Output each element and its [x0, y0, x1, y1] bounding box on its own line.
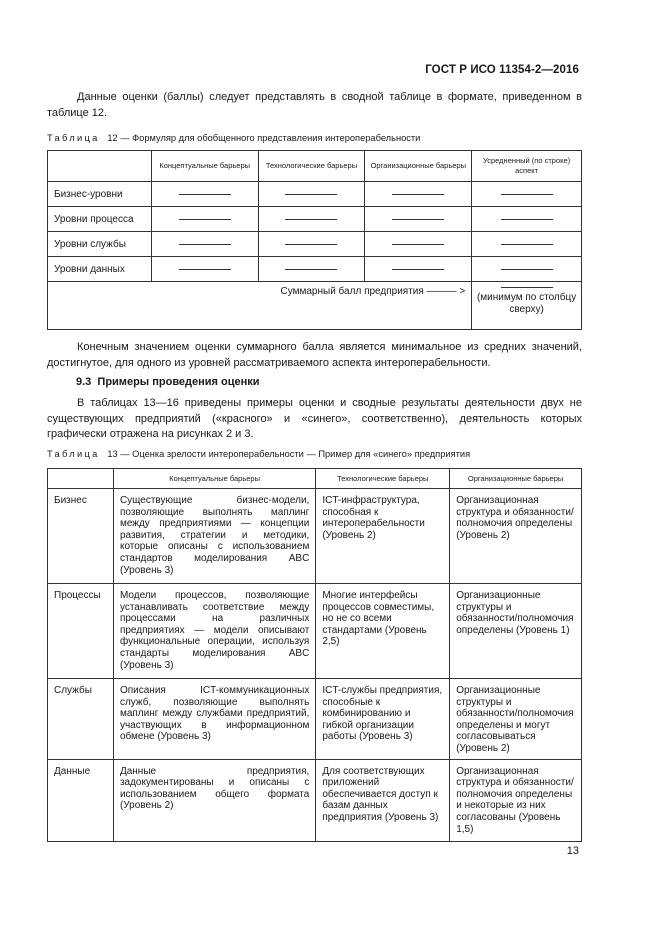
- blank-field: [472, 257, 582, 282]
- row-label: Бизнес-уровни: [48, 182, 152, 207]
- blank-field: [151, 207, 258, 232]
- final-paragraph: Конечным значением оценки суммарного балла является минимальное из средних значений, достигнутое, для одного из уровней рассматриваемого аспекта интероперабельности.: [47, 341, 582, 369]
- maturity-assessment-table: [47, 468, 582, 842]
- blank-field: [258, 207, 365, 232]
- table-row: [48, 759, 582, 841]
- table-cell: Многие интерфейсы процессов совместимы, но не со всеми стандартами (Уровень 2,5): [316, 584, 450, 679]
- table-header-row: [48, 469, 582, 489]
- header-cell: Технологические барьеры: [258, 151, 365, 182]
- table-cell: Для соответствующих приложений обеспечивается доступ к базам данных предприятия (Уровень 3): [316, 759, 450, 841]
- table-cell: Данные предприятия, задокументированы и описаны с использованием общего формата (Уровень 2): [113, 759, 315, 841]
- row-label: Уровни процесса: [48, 207, 152, 232]
- intro-paragraph: Данные оценки (баллы) следует представлять в сводной таблице в формате, приведенном в таблице 12.: [47, 91, 582, 119]
- table-row: [48, 257, 582, 282]
- table-row: [48, 182, 582, 207]
- table-row: [48, 489, 582, 584]
- blank-field: [365, 257, 472, 282]
- interoperability-summary-table: [47, 150, 582, 330]
- blank-field: [472, 207, 582, 232]
- table-row: [48, 584, 582, 679]
- header-cell: Организационные барьеры: [450, 469, 582, 489]
- header-cell: Усредненный (по строке) аспект: [472, 151, 582, 182]
- blank-field: [365, 182, 472, 207]
- table-row: [48, 232, 582, 257]
- header-cell: [48, 151, 152, 182]
- table-row: [48, 679, 582, 760]
- row-label: Службы: [48, 679, 114, 760]
- page-number: 13: [566, 845, 579, 857]
- blank-field: [365, 207, 472, 232]
- table-cell: Организационная структура и обязанности/полномочия определены и некоторые из них согласованы (Уровень 1,5): [450, 759, 582, 841]
- summary-row: [48, 282, 582, 330]
- blank-field: [258, 257, 365, 282]
- row-label: Бизнес: [48, 489, 114, 584]
- section-heading: 9.3 Примеры проведения оценки: [76, 376, 260, 388]
- table-cell: Организационная структура и обязанности/полномочия определены (Уровень 2): [450, 489, 582, 584]
- examples-paragraph: В таблицах 13—16 приведены примеры оценки и сводные результаты деятельности двух не существующих предприятий («красного» и «синего», соответственно), деятельность которых графически отражена на рисунках 2 и 3.: [47, 397, 582, 440]
- summary-label: Суммарный балл предприятия ——— >: [48, 282, 472, 330]
- table-header-row: [48, 151, 582, 182]
- table-cell: Модели процессов, позволяющие устанавливать соответствие между процессами на различных предприятиях — модели описывают функциональные операции, используя стандарты моделирования ABC (Уровень 3): [113, 584, 315, 679]
- blank-field: [472, 182, 582, 207]
- blank-field: [151, 232, 258, 257]
- standard-header: ГОСТ Р ИСО 11354-2—2016: [425, 64, 579, 76]
- blank-field: [151, 182, 258, 207]
- table-cell: Организационные структуры и обязанности/полномочия определены и могут согласовываться (Уровень 2): [450, 679, 582, 760]
- row-label: Уровни данных: [48, 257, 152, 282]
- row-label: Уровни службы: [48, 232, 152, 257]
- row-label: Данные: [48, 759, 114, 841]
- table-cell: Существующие бизнес-модели, позволяющие выполнять маплинг между предприятиями — концепции развития, стратегии и методики, которые описаны с использованием стандартов моделирования ABC (Уровень 3): [113, 489, 315, 584]
- table12-caption: Таблица 12 — Формуляр для обобщенного представления интероперабельности: [47, 133, 421, 143]
- blank-field: [258, 232, 365, 257]
- row-label: Процессы: [48, 584, 114, 679]
- header-cell: [48, 469, 114, 489]
- table-cell: Описания ICT-коммуникационных служб, позволяющие выполнять маплинг между службами предприятий, участвующих в информационном обмене (Уровень 3): [113, 679, 315, 760]
- blank-field: [365, 232, 472, 257]
- table-cell: ICT-службы предприятия, способные к комбинированию и гибкой организации работы (Уровень 3): [316, 679, 450, 760]
- header-cell: Организационные барьеры: [365, 151, 472, 182]
- table-cell: Организационные структуры и обязанности/полномочия определены (Уровень 1): [450, 584, 582, 679]
- summary-note: (минимум по столбцу сверху): [476, 292, 577, 315]
- summary-cell: [472, 282, 582, 330]
- blank-field: [258, 182, 365, 207]
- blank-field: [472, 232, 582, 257]
- header-cell: Концептуальные барьеры: [113, 469, 315, 489]
- blank-field: [151, 257, 258, 282]
- header-cell: Технологические барьеры: [316, 469, 450, 489]
- header-cell: Концептуальные барьеры: [151, 151, 258, 182]
- table-row: [48, 207, 582, 232]
- table13-caption: Таблица 13 — Оценка зрелости интероперабельности — Пример для «синего» предприятия: [47, 449, 471, 459]
- table-cell: ICT-инфраструктура, способная к интероперабельности (Уровень 2): [316, 489, 450, 584]
